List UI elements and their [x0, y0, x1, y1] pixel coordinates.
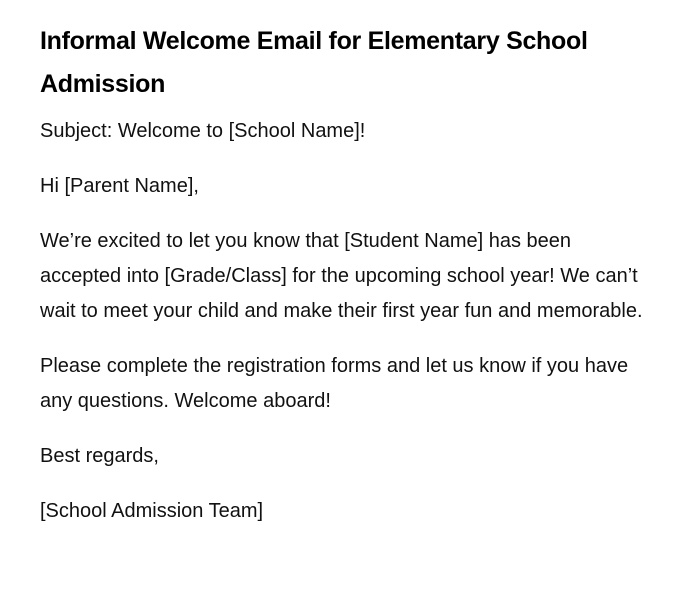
document-title: Informal Welcome Email for Elementary School Admission — [40, 27, 588, 98]
email-document — [40, 20, 650, 529]
email-body-paragraph: We’re excited to let you know that [Student Name] has been accepted into [Grade/Class] for the upcoming school year! We can’t wait to meet your child and make their first year fun and memorable. — [40, 230, 643, 322]
email-signature: [School Admission Team] — [40, 500, 264, 522]
email-body-paragraph: Please complete the registration forms and let us know if you have any questions. Welcome aboard! — [40, 355, 629, 412]
email-subject: Subject: Welcome to [School Name]! — [40, 120, 366, 142]
email-greeting: Hi [Parent Name], — [40, 175, 199, 197]
email-closing: Best regards, — [40, 445, 159, 467]
